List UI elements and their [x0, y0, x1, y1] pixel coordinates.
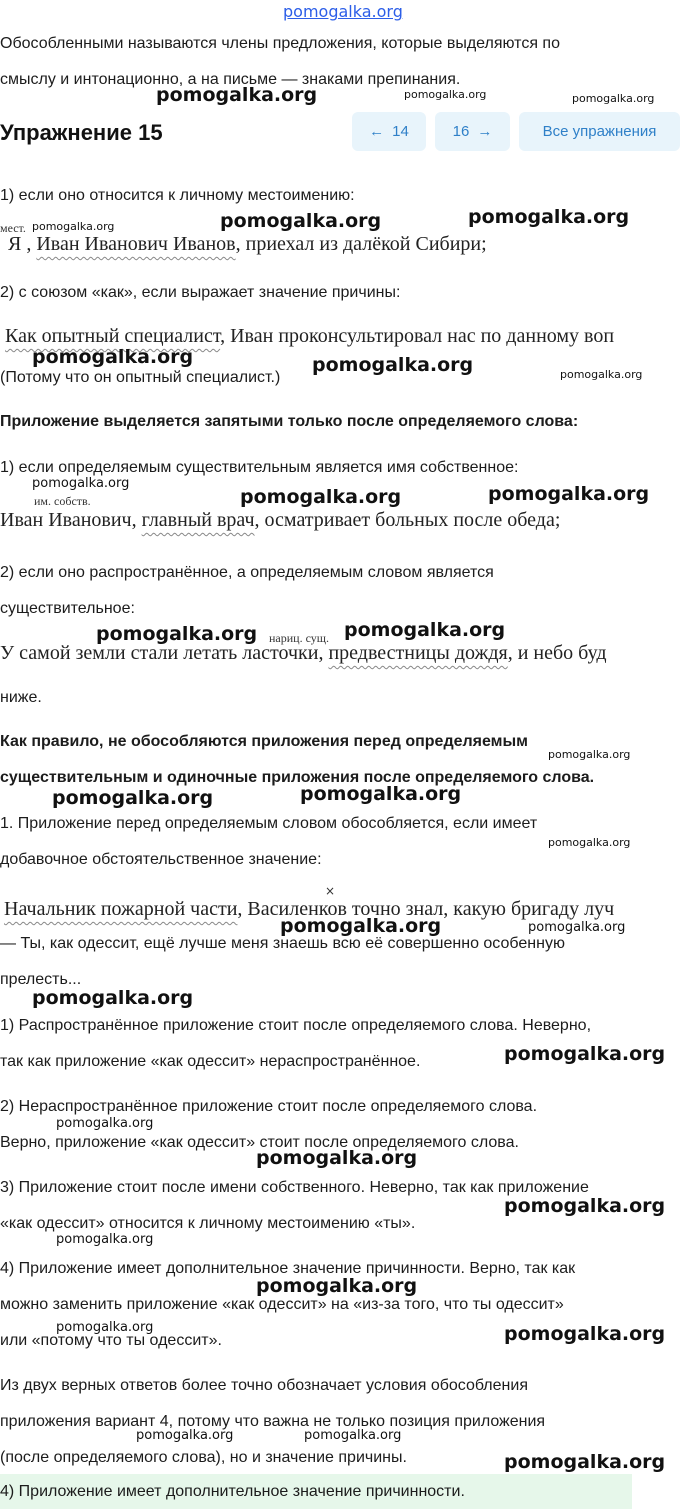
watermark: pomogalka.org [528, 920, 626, 935]
all-exercises-button[interactable] [519, 112, 680, 151]
conclusion-line-3: (после определяемого слова), но и значение причины. [0, 1449, 407, 1466]
example-5-rest: , Василенков точно знал, какую бригаду луч [237, 898, 615, 920]
watermark: pomogalka.org [256, 1275, 418, 1297]
option-2-line-1: 2) Нераспространённое приложение стоит после определяемого слова. [0, 1098, 538, 1115]
arrow-right-icon: → [477, 123, 493, 140]
watermark: pomogalka.org [220, 210, 382, 232]
watermark: pomogalka.org [56, 1232, 154, 1247]
watermark: pomogalka.org [32, 346, 194, 368]
proper-noun-note: им. собств. [34, 494, 91, 508]
example-4-start: У самой земли стали летать ласточки, [0, 642, 324, 664]
arrow-left-icon: ← [369, 123, 385, 140]
option-3-line-1: 3) Приложение стоит после имени собственного. Неверно, так как приложение [0, 1179, 589, 1196]
watermark: pomogalka.org [560, 368, 643, 381]
example-1-rest: , приехал из далёкой Сибири; [235, 233, 487, 255]
watermark: pomogalka.org [504, 1323, 666, 1345]
option-1-line-1: 1) Распространённое приложение стоит после определяемого слова. Неверно, [0, 1017, 592, 1034]
site-link[interactable]: pomogalka.org [283, 2, 403, 21]
example-3-name: Иван Иванович, [0, 509, 137, 531]
watermark: pomogalka.org [56, 1320, 154, 1335]
prev-exercise-button[interactable] [352, 112, 426, 151]
answer-text: 4) Приложение имеет дополнительное значение причинности. [0, 1483, 465, 1500]
watermark: pomogalka.org [504, 1195, 666, 1217]
quote-line-2: прелесть... [0, 971, 82, 988]
intro-line-1: Обособленными называются члены предложения, которые выделяются по [0, 35, 560, 52]
watermark: pomogalka.org [504, 1451, 666, 1473]
example-3-apposition: главный врач [141, 509, 255, 531]
rule-proper-noun: 1) если определяемым существительным является имя собственное: [0, 459, 519, 476]
next-exercise-label: 16 [452, 123, 470, 140]
example-3 [0, 508, 560, 532]
example-2-rest: , Иван проконсультировал нас по данному воп [220, 325, 615, 347]
example-4 [0, 641, 607, 665]
example-5-apposition: Начальник пожарной части [4, 898, 238, 920]
all-exercises-label: Все упражнения [542, 123, 657, 140]
rule-pronoun: 1) если оно относится к личному местоимению: [0, 187, 355, 204]
watermark: pomogalka.org [156, 84, 318, 106]
option-4-line-2: можно заменить приложение «как одессит» на «из-за того, что ты одессит» [0, 1296, 564, 1313]
rule-not-separated-line-2: существительным и одиночные приложения после определяемого слова. [0, 769, 595, 786]
conclusion-line-2: приложения вариант 4, потому что важна не только позиция приложения [0, 1413, 546, 1430]
watermark: pomogalka.org [300, 783, 462, 805]
example-2 [5, 324, 614, 348]
watermark: pomogalka.org [280, 915, 442, 937]
point-1-line-1: 1. Приложение перед определяемым словом обособляется, если имеет [0, 815, 538, 832]
example-1-pronoun: Я [8, 233, 22, 255]
common-noun-note: нариц. сущ. [269, 631, 329, 645]
example-1-apposition: Иван Иванович Иванов [36, 233, 236, 255]
example-4-rest: , и небо буд [507, 642, 607, 664]
watermark: pomogalka.org [96, 623, 258, 645]
watermark: pomogalka.org [240, 486, 402, 508]
example-1-comma: , [26, 233, 32, 255]
example-2-apposition: Как опытный специалист [5, 325, 221, 347]
watermark: pomogalka.org [504, 1043, 666, 1065]
example-3-rest: , осматривает больных после обеда; [254, 509, 561, 531]
option-4-line-1: 4) Приложение имеет дополнительное значение причинности. Верно, так как [0, 1260, 576, 1277]
stress-mark: × [325, 884, 336, 898]
example-1 [8, 232, 487, 256]
conclusion-line-1: Из двух верных ответов более точно обозначает условия обособления [0, 1377, 528, 1394]
next-exercise-button[interactable] [435, 112, 510, 151]
watermark: pomogalka.org [344, 619, 506, 641]
rule-after-word: Приложение выделяется запятыми только после определяемого слова: [0, 413, 579, 430]
option-1-line-2: так как приложение «как одессит» нераспространённое. [0, 1053, 421, 1070]
watermark: pomogalka.org [32, 220, 115, 233]
watermark: pomogalka.org [256, 1147, 418, 1169]
example-2-note: (Потому что он опытный специалист.) [0, 369, 281, 386]
page-title: Упражнение 15 [0, 120, 163, 145]
watermark: pomogalka.org [488, 483, 650, 505]
rule-extended-line-1: 2) если оно распространённое, а определяемым словом является [0, 564, 494, 581]
example-4-apposition: предвестницы дождя [328, 642, 508, 664]
example-4-end: ниже. [0, 689, 42, 706]
option-4-line-3: или «потому что ты одессит». [0, 1332, 222, 1349]
rule-kak: 2) с союзом «как», если выражает значение причины: [0, 284, 401, 301]
rule-extended-line-2: существительное: [0, 600, 135, 617]
watermark: pomogalka.org [56, 1116, 154, 1131]
watermark: pomogalka.org [468, 206, 630, 228]
quote-line-1: — Ты, как одессит, ещё лучше меня знаешь всю её совершенно особенную [0, 935, 565, 952]
option-2-line-2: Верно, приложение «как одессит» стоит после определяемого слова. [0, 1134, 519, 1151]
intro-line-2: смыслу и интонационно, а на письме — знаками препинания. [0, 71, 461, 88]
watermark: pomogalka.org [312, 354, 474, 376]
watermark: pomogalka.org [572, 92, 655, 105]
watermark: pomogalka.org [52, 787, 214, 809]
point-1-line-2: добавочное обстоятельственное значение: [0, 851, 322, 868]
watermark: pomogalka.org [136, 1428, 234, 1443]
watermark: pomogalka.org [304, 1428, 402, 1443]
watermark: pomogalka.org [548, 748, 631, 761]
watermark: pomogalka.org [32, 476, 130, 491]
watermark: pomogalka.org [404, 88, 487, 101]
prev-exercise-label: 14 [392, 123, 409, 140]
watermark: pomogalka.org [548, 836, 631, 849]
watermark: pomogalka.org [32, 987, 194, 1009]
option-3-line-2: «как одессит» относится к личному местоимению «ты». [0, 1215, 416, 1232]
pronoun-note: мест. [0, 221, 26, 235]
rule-not-separated-line-1: Как правило, не обособляются приложения перед определяемым [0, 733, 529, 750]
